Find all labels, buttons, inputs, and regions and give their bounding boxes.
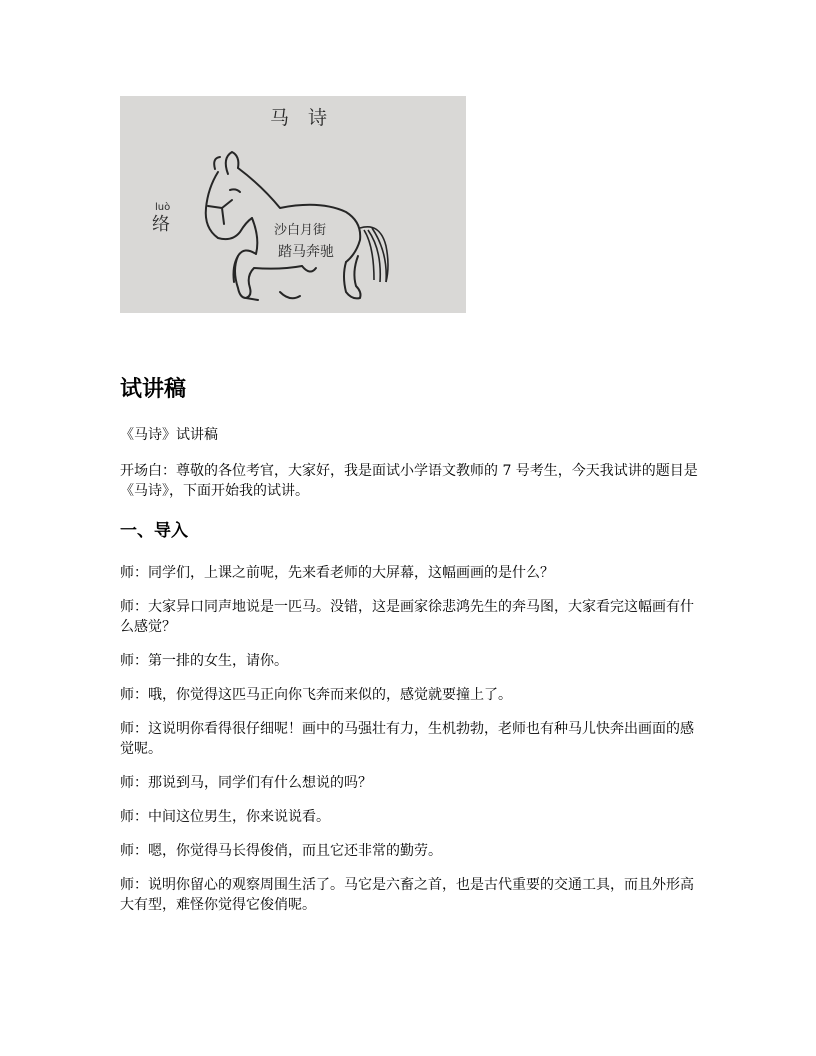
dialogue-line: 师：那说到马，同学们有什么想说的吗？ <box>120 775 372 791</box>
drawing-title: 马 诗 <box>270 107 328 129</box>
document-page <box>120 96 700 915</box>
section-title: 一、导入 <box>120 521 188 541</box>
dialogue-line: 师：说明你留心的观察周围生活了。马它是六畜之首，也是古代重要的交通工具，而且外形高大有型，难怪你觉得它俊俏呢。 <box>120 877 694 913</box>
dialogue-line: 师：这说明你看得很仔细呢！画中的马强壮有力，生机勃勃，老师也有种马儿快奔出画面的感觉呢。 <box>120 721 694 757</box>
dialogue-line: 师：嗯，你觉得马长得俊俏，而且它还非常的勤劳。 <box>120 843 442 859</box>
pinyin-label: luò <box>155 202 171 213</box>
opening-paragraph: 开场白：尊敬的各位考官，大家好，我是面试小学语文教师的 7 号考生，今天我试讲的题目是《马诗》，下面开始我的试讲。 <box>120 463 698 499</box>
horse-drawing <box>120 96 466 313</box>
dialogue-line: 师：第一排的女生，请你。 <box>120 653 288 669</box>
dialogue-line: 师：哦，你觉得这匹马正向你飞奔而来似的，感觉就要撞上了。 <box>120 687 512 703</box>
dialogue-line: 师：中间这位男生，你来说说看。 <box>120 809 330 825</box>
document-title: 试讲稿 <box>120 377 187 402</box>
horse-drawing-photo <box>120 96 466 313</box>
subtitle-paragraph: 《马诗》试讲稿 <box>120 427 218 443</box>
character-label: 络 <box>152 214 170 235</box>
drawing-text-line1: 沙白月街 <box>274 223 327 238</box>
dialogue-line: 师：大家异口同声地说是一匹马。没错，这是画家徐悲鸿先生的奔马图，大家看完这幅画有什么感觉？ <box>120 599 694 635</box>
drawing-text-line2: 踏马奔驰 <box>278 244 334 260</box>
dialogue-line: 师：同学们，上课之前呢，先来看老师的大屏幕，这幅画画的是什么？ <box>120 565 554 581</box>
